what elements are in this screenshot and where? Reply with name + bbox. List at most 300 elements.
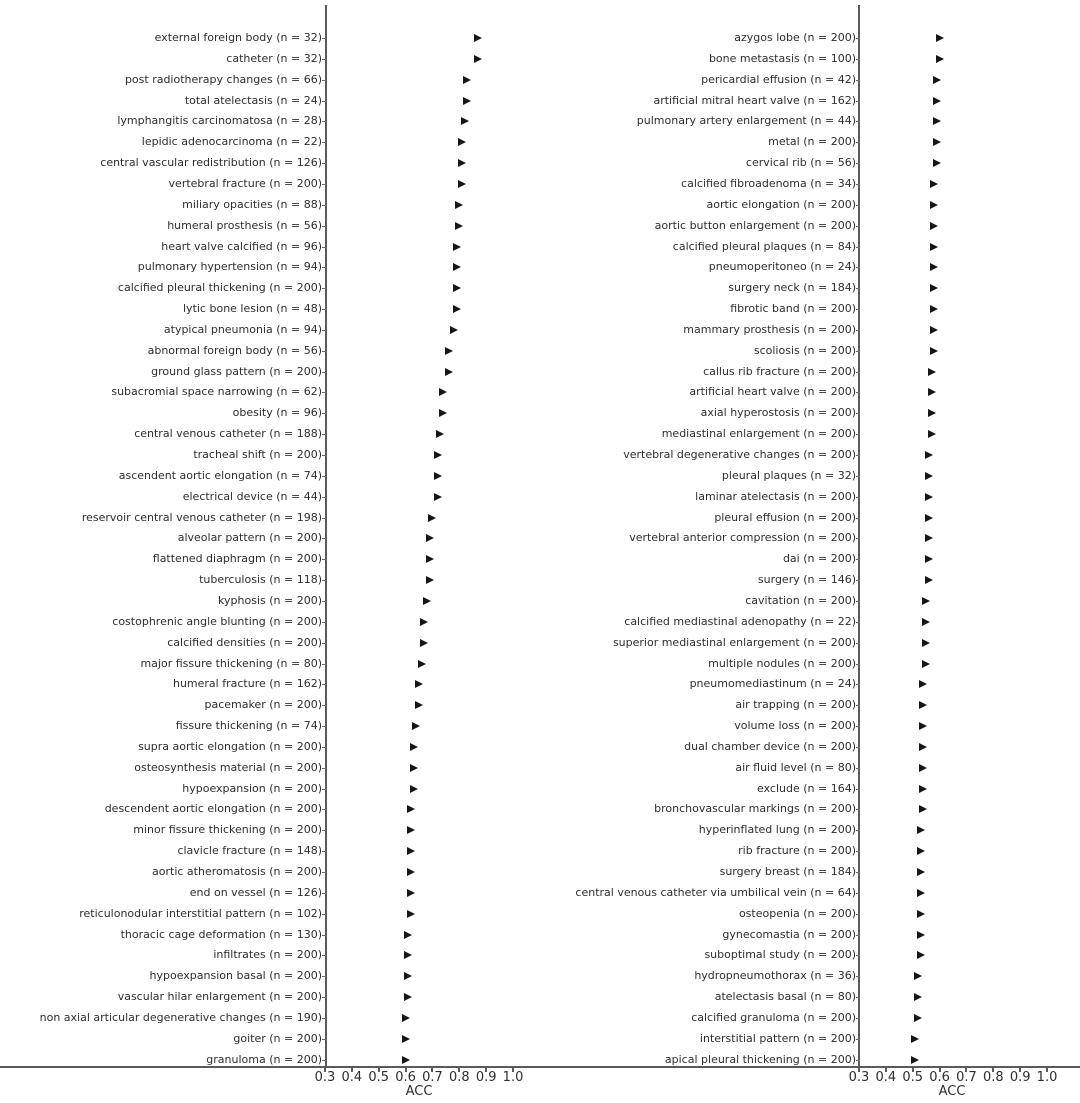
acc-data-marker xyxy=(407,847,415,855)
y-tick-mark xyxy=(322,705,326,706)
y-tick-mark xyxy=(856,497,860,498)
row-label: vertebral fracture (n = 200) xyxy=(168,176,322,190)
y-tick-mark xyxy=(856,101,860,102)
acc-data-marker xyxy=(936,55,944,63)
acc-data-marker xyxy=(928,368,936,376)
row-label: gynecomastia (n = 200) xyxy=(722,927,856,941)
y-tick-mark xyxy=(856,392,860,393)
row-label: miliary opacities (n = 88) xyxy=(182,197,322,211)
row-label: central venous catheter (n = 188) xyxy=(134,427,322,441)
row-label: flattened diaphragm (n = 200) xyxy=(152,552,322,566)
x-tick-label: 0.8 xyxy=(982,1070,1004,1085)
y-tick-mark xyxy=(856,330,860,331)
row-label: surgery neck (n = 184) xyxy=(728,281,856,295)
acc-data-marker xyxy=(925,472,933,480)
y-tick-mark xyxy=(322,955,326,956)
acc-data-marker xyxy=(420,639,428,647)
row-label: lymphangitis carcinomatosa (n = 28) xyxy=(117,114,322,128)
y-tick-mark xyxy=(322,330,326,331)
acc-data-marker xyxy=(407,805,415,813)
y-tick-mark xyxy=(856,309,860,310)
row-label: vertebral anterior compression (n = 200) xyxy=(629,531,856,545)
y-tick-mark xyxy=(856,372,860,373)
y-tick-mark xyxy=(856,830,860,831)
row-label: calcified granuloma (n = 200) xyxy=(691,1010,856,1024)
row-label: tuberculosis (n = 118) xyxy=(199,573,322,587)
y-tick-mark xyxy=(322,38,326,39)
y-tick-mark xyxy=(322,372,326,373)
acc-data-marker xyxy=(415,680,423,688)
y-tick-mark xyxy=(856,476,860,477)
row-label: ground glass pattern (n = 200) xyxy=(151,364,322,378)
row-label: artificial mitral heart valve (n = 162) xyxy=(653,93,856,107)
left-panel-y-axis-line xyxy=(325,5,327,1067)
acc-data-marker xyxy=(450,326,458,334)
y-tick-mark xyxy=(322,121,326,122)
y-tick-mark xyxy=(856,455,860,456)
y-tick-mark xyxy=(322,351,326,352)
row-label: pneumoperitoneo (n = 24) xyxy=(708,260,856,274)
acc-data-marker xyxy=(402,1014,410,1022)
row-label: minor fissure thickening (n = 200) xyxy=(133,823,322,837)
row-label: artificial heart valve (n = 200) xyxy=(689,385,856,399)
acc-data-marker xyxy=(936,34,944,42)
y-tick-mark xyxy=(856,205,860,206)
y-tick-mark xyxy=(322,247,326,248)
row-label: atypical pneumonia (n = 94) xyxy=(163,322,322,336)
row-label: air fluid level (n = 80) xyxy=(735,760,856,774)
row-label: lepidic adenocarcinoma (n = 22) xyxy=(141,135,322,149)
row-label: azygos lobe (n = 200) xyxy=(734,31,856,44)
row-label: goiter (n = 200) xyxy=(233,1031,322,1045)
acc-data-marker xyxy=(426,555,434,563)
row-label: aortic elongation (n = 200) xyxy=(706,197,856,211)
y-tick-mark xyxy=(856,163,860,164)
acc-data-marker xyxy=(922,660,930,668)
y-tick-mark xyxy=(322,59,326,60)
y-tick-mark xyxy=(322,893,326,894)
y-tick-mark xyxy=(322,80,326,81)
row-label: kyphosis (n = 200) xyxy=(218,593,322,607)
acc-data-marker xyxy=(439,388,447,396)
acc-data-marker xyxy=(933,97,941,105)
row-label: exclude (n = 164) xyxy=(757,781,856,795)
row-label: calcified densities (n = 200) xyxy=(167,635,322,649)
acc-data-marker xyxy=(933,159,941,167)
y-tick-mark xyxy=(856,601,860,602)
row-label: electrical device (n = 44) xyxy=(182,489,322,503)
row-label: mediastinal enlargement (n = 200) xyxy=(661,427,856,441)
acc-data-marker xyxy=(426,534,434,542)
acc-data-marker xyxy=(919,743,927,751)
y-tick-mark xyxy=(322,664,326,665)
acc-data-marker xyxy=(407,910,415,918)
row-label: ascendent aortic elongation (n = 74) xyxy=(118,468,322,482)
acc-data-marker xyxy=(402,1035,410,1043)
acc-data-marker xyxy=(463,76,471,84)
acc-data-marker xyxy=(412,722,420,730)
acc-data-marker xyxy=(919,764,927,772)
x-tick-label: 0.9 xyxy=(1009,1070,1031,1085)
right-panel-y-axis-line xyxy=(858,5,860,1067)
row-label: bronchovascular markings (n = 200) xyxy=(654,802,856,816)
acc-data-marker xyxy=(434,451,442,459)
x-tick-label: 0.4 xyxy=(875,1070,897,1085)
acc-data-marker xyxy=(930,180,938,188)
row-label: osteopenia (n = 200) xyxy=(738,906,856,920)
row-label: end on vessel (n = 126) xyxy=(189,885,322,899)
y-tick-mark xyxy=(856,768,860,769)
row-label: supra aortic elongation (n = 200) xyxy=(138,739,322,753)
right-panel-x-axis-title: ACC xyxy=(938,1084,966,1099)
row-label: aortic button enlargement (n = 200) xyxy=(654,218,856,232)
y-tick-mark xyxy=(322,309,326,310)
acc-data-marker xyxy=(461,117,469,125)
acc-data-marker xyxy=(436,430,444,438)
y-tick-mark xyxy=(322,538,326,539)
y-tick-mark xyxy=(322,226,326,227)
row-label: reservoir central venous catheter (n = 198) xyxy=(81,510,322,524)
row-label: laminar atelectasis (n = 200) xyxy=(695,489,856,503)
row-label: surgery (n = 146) xyxy=(757,573,856,587)
x-tick-label: 1.0 xyxy=(1036,1070,1058,1085)
x-tick-label: 0.6 xyxy=(395,1070,416,1085)
y-tick-mark xyxy=(322,497,326,498)
row-label: suboptimal study (n = 200) xyxy=(704,948,856,962)
y-tick-mark xyxy=(322,1018,326,1019)
x-tick-label: 0.6 xyxy=(929,1070,950,1085)
y-tick-mark xyxy=(856,684,860,685)
acc-data-marker xyxy=(930,284,938,292)
left-panel-x-axis-title: ACC xyxy=(405,1084,433,1099)
y-tick-mark xyxy=(856,288,860,289)
x-tick-label: 1.0 xyxy=(502,1070,524,1085)
y-tick-mark xyxy=(322,747,326,748)
y-tick-mark xyxy=(322,830,326,831)
y-tick-mark xyxy=(856,851,860,852)
row-label: vascular hilar enlargement (n = 200) xyxy=(117,990,322,1004)
row-label: multiple nodules (n = 200) xyxy=(708,656,856,670)
y-tick-mark xyxy=(322,580,326,581)
row-label: heart valve calcified (n = 96) xyxy=(161,239,322,253)
acc-data-marker xyxy=(919,785,927,793)
acc-data-marker xyxy=(933,76,941,84)
acc-data-marker xyxy=(445,347,453,355)
acc-data-marker xyxy=(423,597,431,605)
acc-data-marker xyxy=(917,951,925,959)
y-tick-mark xyxy=(322,476,326,477)
row-label: air trapping (n = 200) xyxy=(735,698,856,712)
y-tick-mark xyxy=(856,538,860,539)
y-tick-mark xyxy=(322,101,326,102)
y-tick-mark xyxy=(856,705,860,706)
acc-data-marker xyxy=(453,243,461,251)
acc-data-marker xyxy=(911,1056,919,1064)
x-tick-label: 0.9 xyxy=(475,1070,497,1085)
y-tick-mark xyxy=(856,247,860,248)
x-tick-label: 0.3 xyxy=(314,1070,336,1085)
row-label: external foreign body (n = 32) xyxy=(154,31,322,44)
y-tick-mark xyxy=(856,997,860,998)
row-label: pleural effusion (n = 200) xyxy=(714,510,856,524)
y-tick-mark xyxy=(856,935,860,936)
y-tick-mark xyxy=(322,288,326,289)
row-label: scoliosis (n = 200) xyxy=(753,343,856,357)
y-tick-mark xyxy=(322,413,326,414)
y-tick-mark xyxy=(856,914,860,915)
acc-data-marker xyxy=(404,931,412,939)
y-tick-mark xyxy=(856,1060,860,1061)
x-tick-label: 0.7 xyxy=(956,1070,977,1085)
row-label: fibrotic band (n = 200) xyxy=(730,302,856,316)
acc-data-marker xyxy=(914,993,922,1001)
acc-data-marker xyxy=(445,368,453,376)
y-tick-mark xyxy=(322,935,326,936)
y-tick-mark xyxy=(322,455,326,456)
row-label: pulmonary hypertension (n = 94) xyxy=(137,260,322,274)
y-tick-mark xyxy=(856,872,860,873)
y-tick-mark xyxy=(322,518,326,519)
y-tick-mark xyxy=(322,726,326,727)
y-tick-mark xyxy=(322,872,326,873)
acc-data-marker xyxy=(919,722,927,730)
y-tick-mark xyxy=(856,559,860,560)
y-tick-mark xyxy=(856,976,860,977)
row-label: calcified pleural thickening (n = 200) xyxy=(117,281,322,295)
y-tick-mark xyxy=(322,622,326,623)
y-tick-mark xyxy=(856,893,860,894)
acc-data-marker xyxy=(917,868,925,876)
y-tick-mark xyxy=(322,601,326,602)
row-label: superior mediastinal enlargement (n = 200) xyxy=(612,635,856,649)
acc-data-marker xyxy=(925,514,933,522)
acc-data-marker xyxy=(919,805,927,813)
row-label: hyperinflated lung (n = 200) xyxy=(698,823,856,837)
acc-data-marker xyxy=(930,347,938,355)
row-label: hydropneumothorax (n = 36) xyxy=(694,969,856,983)
acc-data-marker xyxy=(418,660,426,668)
row-label: catheter (n = 32) xyxy=(226,51,322,65)
acc-data-marker xyxy=(917,910,925,918)
y-tick-mark xyxy=(856,184,860,185)
acc-data-marker xyxy=(404,951,412,959)
acc-data-marker xyxy=(917,931,925,939)
acc-data-marker xyxy=(919,701,927,709)
y-tick-mark xyxy=(322,914,326,915)
y-tick-mark xyxy=(856,226,860,227)
row-label: major fissure thickening (n = 80) xyxy=(140,656,322,670)
acc-data-marker xyxy=(917,826,925,834)
acc-data-marker xyxy=(434,493,442,501)
row-label: atelectasis basal (n = 80) xyxy=(714,990,856,1004)
row-label: surgery breast (n = 184) xyxy=(719,865,856,878)
right-panel-x-axis-line xyxy=(540,1066,1080,1068)
row-label: alveolar pattern (n = 200) xyxy=(177,531,322,545)
row-label: callus rib fracture (n = 200) xyxy=(703,364,856,378)
y-tick-mark xyxy=(322,434,326,435)
y-tick-mark xyxy=(322,267,326,268)
acc-data-marker xyxy=(407,868,415,876)
row-label: infiltrates (n = 200) xyxy=(213,948,322,962)
acc-data-marker xyxy=(930,201,938,209)
y-tick-mark xyxy=(322,976,326,977)
acc-data-marker xyxy=(933,117,941,125)
row-label: volume loss (n = 200) xyxy=(734,719,856,733)
y-tick-mark xyxy=(856,38,860,39)
row-label: pulmonary artery enlargement (n = 44) xyxy=(636,114,856,128)
y-tick-mark xyxy=(322,851,326,852)
row-label: pericardial effusion (n = 42) xyxy=(701,72,856,86)
acc-data-marker xyxy=(925,534,933,542)
row-label: costophrenic angle blunting (n = 200) xyxy=(112,614,322,628)
acc-data-marker xyxy=(928,409,936,417)
acc-data-marker xyxy=(919,680,927,688)
row-label: pacemaker (n = 200) xyxy=(204,698,322,712)
acc-data-marker xyxy=(415,701,423,709)
row-label: abnormal foreign body (n = 56) xyxy=(147,343,322,357)
acc-data-marker xyxy=(455,201,463,209)
acc-data-marker xyxy=(407,889,415,897)
y-tick-mark xyxy=(856,726,860,727)
row-label: fissure thickening (n = 74) xyxy=(175,719,322,733)
y-tick-mark xyxy=(856,142,860,143)
row-label: obesity (n = 96) xyxy=(232,406,322,420)
row-label: metal (n = 200) xyxy=(768,135,856,149)
acc-data-marker xyxy=(410,743,418,751)
y-tick-mark xyxy=(856,59,860,60)
row-label: osteosynthesis material (n = 200) xyxy=(134,760,322,774)
y-tick-mark xyxy=(322,768,326,769)
y-tick-mark xyxy=(856,643,860,644)
row-label: humeral prosthesis (n = 56) xyxy=(167,218,322,232)
y-tick-mark xyxy=(856,518,860,519)
row-label: pleural plaques (n = 32) xyxy=(721,468,856,482)
row-label: central vascular redistribution (n = 126) xyxy=(100,156,322,170)
acc-data-marker xyxy=(458,138,466,146)
row-label: granuloma (n = 200) xyxy=(206,1052,322,1066)
row-label: humeral fracture (n = 162) xyxy=(172,677,322,691)
acc-data-marker xyxy=(404,972,412,980)
acc-data-marker xyxy=(914,972,922,980)
acc-data-marker xyxy=(930,243,938,251)
acc-data-marker xyxy=(453,284,461,292)
y-tick-mark xyxy=(322,643,326,644)
acc-data-marker xyxy=(458,180,466,188)
acc-data-marker xyxy=(407,826,415,834)
y-tick-mark xyxy=(856,580,860,581)
acc-data-marker xyxy=(434,472,442,480)
y-tick-mark xyxy=(322,1039,326,1040)
y-tick-mark xyxy=(856,1039,860,1040)
acc-data-marker xyxy=(925,555,933,563)
acc-data-marker xyxy=(930,305,938,313)
acc-data-marker xyxy=(428,514,436,522)
row-label: axial hyperostosis (n = 200) xyxy=(700,406,856,420)
row-label: thoracic cage deformation (n = 130) xyxy=(120,927,322,941)
row-label: hypoexpansion basal (n = 200) xyxy=(149,969,322,983)
row-label: non axial articular degenerative changes (n = 190) xyxy=(39,1010,322,1024)
row-label: total atelectasis (n = 24) xyxy=(184,93,322,107)
acc-data-marker xyxy=(928,430,936,438)
y-tick-mark xyxy=(322,1060,326,1061)
acc-data-marker xyxy=(911,1035,919,1043)
x-tick-label: 0.8 xyxy=(448,1070,470,1085)
y-tick-mark xyxy=(856,809,860,810)
y-tick-mark xyxy=(322,142,326,143)
acc-data-marker xyxy=(930,222,938,230)
row-label: lytic bone lesion (n = 48) xyxy=(183,302,322,316)
y-tick-mark xyxy=(322,789,326,790)
acc-data-marker xyxy=(925,493,933,501)
row-label: descendent aortic elongation (n = 200) xyxy=(104,802,322,816)
y-tick-mark xyxy=(856,351,860,352)
y-tick-mark xyxy=(856,121,860,122)
acc-data-marker xyxy=(458,159,466,167)
row-label: apical pleural thickening (n = 200) xyxy=(664,1052,856,1066)
row-label: aortic atheromatosis (n = 200) xyxy=(152,865,322,878)
y-tick-mark xyxy=(856,80,860,81)
y-tick-mark xyxy=(856,789,860,790)
row-label: dual chamber device (n = 200) xyxy=(684,739,856,753)
row-label: tracheal shift (n = 200) xyxy=(193,448,322,461)
y-tick-mark xyxy=(856,1018,860,1019)
acc-data-marker xyxy=(917,847,925,855)
acc-data-marker xyxy=(925,576,933,584)
acc-data-marker xyxy=(933,138,941,146)
acc-data-marker xyxy=(455,222,463,230)
y-tick-mark xyxy=(856,267,860,268)
acc-data-marker xyxy=(928,388,936,396)
y-tick-mark xyxy=(322,997,326,998)
acc-data-marker xyxy=(439,409,447,417)
row-label: vertebral degenerative changes (n = 200) xyxy=(623,448,856,461)
x-tick-label: 0.5 xyxy=(368,1070,390,1085)
y-tick-mark xyxy=(322,184,326,185)
acc-data-marker xyxy=(402,1056,410,1064)
row-label: calcified pleural plaques (n = 84) xyxy=(672,239,856,253)
acc-data-marker xyxy=(917,889,925,897)
x-tick-label: 0.7 xyxy=(422,1070,443,1085)
row-label: reticulonodular interstitial pattern (n = 102) xyxy=(79,906,322,920)
acc-data-marker xyxy=(930,263,938,271)
row-label: calcified mediastinal adenopathy (n = 22) xyxy=(624,614,856,628)
acc-data-marker xyxy=(426,576,434,584)
y-tick-mark xyxy=(856,413,860,414)
acc-data-marker xyxy=(410,764,418,772)
acc-data-marker xyxy=(420,618,428,626)
y-tick-mark xyxy=(322,163,326,164)
row-label: post radiotherapy changes (n = 66) xyxy=(124,72,322,86)
y-tick-mark xyxy=(856,664,860,665)
x-tick-label: 0.3 xyxy=(848,1070,870,1085)
row-label: clavicle fracture (n = 148) xyxy=(177,844,322,858)
row-label: subacromial space narrowing (n = 62) xyxy=(111,385,322,399)
acc-data-marker xyxy=(453,305,461,313)
acc-data-marker xyxy=(922,639,930,647)
acc-data-marker xyxy=(914,1014,922,1022)
y-tick-mark xyxy=(856,747,860,748)
acc-data-marker xyxy=(925,451,933,459)
y-tick-mark xyxy=(322,809,326,810)
row-label: mammary prosthesis (n = 200) xyxy=(683,322,856,336)
row-label: rib fracture (n = 200) xyxy=(738,844,856,858)
row-label: pneumomediastinum (n = 24) xyxy=(689,677,856,691)
acc-data-marker xyxy=(922,618,930,626)
y-tick-mark xyxy=(856,434,860,435)
y-tick-mark xyxy=(322,205,326,206)
acc-data-marker xyxy=(930,326,938,334)
y-tick-mark xyxy=(856,622,860,623)
